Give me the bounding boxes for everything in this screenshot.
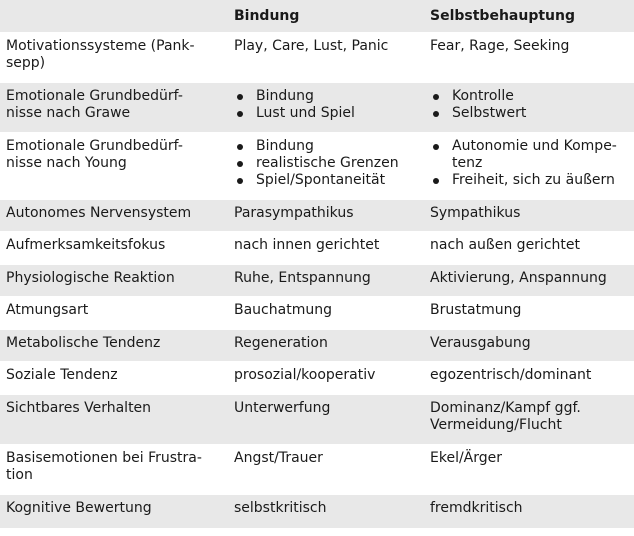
row-label: Motivationssysteme (Pank- sepp) [6,38,195,71]
row-label: Soziale Tendenz [6,367,118,383]
row-selbst-list [426,133,634,199]
list-item: Autonomie und Kompe- tenz [430,138,630,172]
row-label: Physiologische Reaktion [6,270,175,286]
list-item: Bindung [234,88,420,105]
row-bindung-value: Unterwerfung [234,400,331,416]
row-label: Basisemotionen bei Frustra- tion [6,450,202,483]
row-selbst-value: Aktivierung, Anspannung [430,270,607,286]
row-bindung-value: Parasympathikus [234,205,354,221]
row-selbst-value: Brustatmung [430,302,522,318]
row-bindung-value: selbstkritisch [234,500,327,516]
row-selbst-value: Ekel/Ärger [430,450,503,466]
row-label: Atmungsart [6,302,89,318]
header-cell-selbstbehauptung: Selbstbehauptung [430,7,575,24]
list-item: Spiel/Spontaneität [234,172,420,189]
row-bindung-list [228,133,426,199]
row-selbst-value: Dominanz/Kampf ggf. Vermeidung/Flucht [430,400,581,433]
row-label: Kognitive Bewertung [6,500,152,516]
header-cell-bindung: Bindung [234,7,300,24]
row-selbst-value: Sympathikus [430,205,521,221]
row-bindung-value: Bauchatmung [234,302,332,318]
table-row [0,445,634,495]
row-label: Metabolische Tendenz [6,335,161,351]
row-selbst-value: nach außen gerichtet [430,237,580,253]
row-selbst-value: egozentrisch/dominant [430,367,592,383]
table-row [0,330,634,362]
table-row [0,265,634,297]
list-item: Freiheit, sich zu äußern [430,172,630,189]
list-item: Kontrolle [430,88,630,105]
row-bindung-value: prosozial/kooperativ [234,367,376,383]
row-bindung-value: Ruhe, Entspannung [234,270,371,286]
list-item: Lust und Spiel [234,105,420,122]
list-item: Bindung [234,138,420,155]
table-row [0,200,634,232]
row-label: Emotionale Grundbedürf- nisse nach Young [6,138,183,171]
row-bindung-value: nach innen gerichtet [234,237,380,253]
table-row [0,395,634,445]
table-row [0,297,634,330]
row-bindung-value: Angst/Trauer [234,450,323,466]
table-row [0,232,634,265]
list-item: Selbstwert [430,105,630,122]
list-item: realistische Grenzen [234,155,420,172]
row-label: Autonomes Nervensystem [6,205,192,221]
table-row [0,33,634,83]
row-selbst-value: Verausgabung [430,335,531,351]
row-bindung-list [228,83,426,132]
table-row [0,133,634,200]
row-bindung-value: Regeneration [234,335,328,351]
row-label: Aufmerksamkeitsfokus [6,237,166,253]
table-header-row [0,0,634,33]
table-row [0,495,634,528]
row-selbst-value: fremdkritisch [430,500,523,516]
row-label: Sichtbares Verhalten [6,400,152,416]
row-label: Emotionale Grundbedürf- nisse nach Grawe [6,88,183,121]
row-bindung-value: Play, Care, Lust, Panic [234,38,389,54]
row-selbst-list [426,83,634,132]
table-row [0,362,634,395]
table-row [0,83,634,133]
row-selbst-value: Fear, Rage, Seeking [430,38,570,54]
